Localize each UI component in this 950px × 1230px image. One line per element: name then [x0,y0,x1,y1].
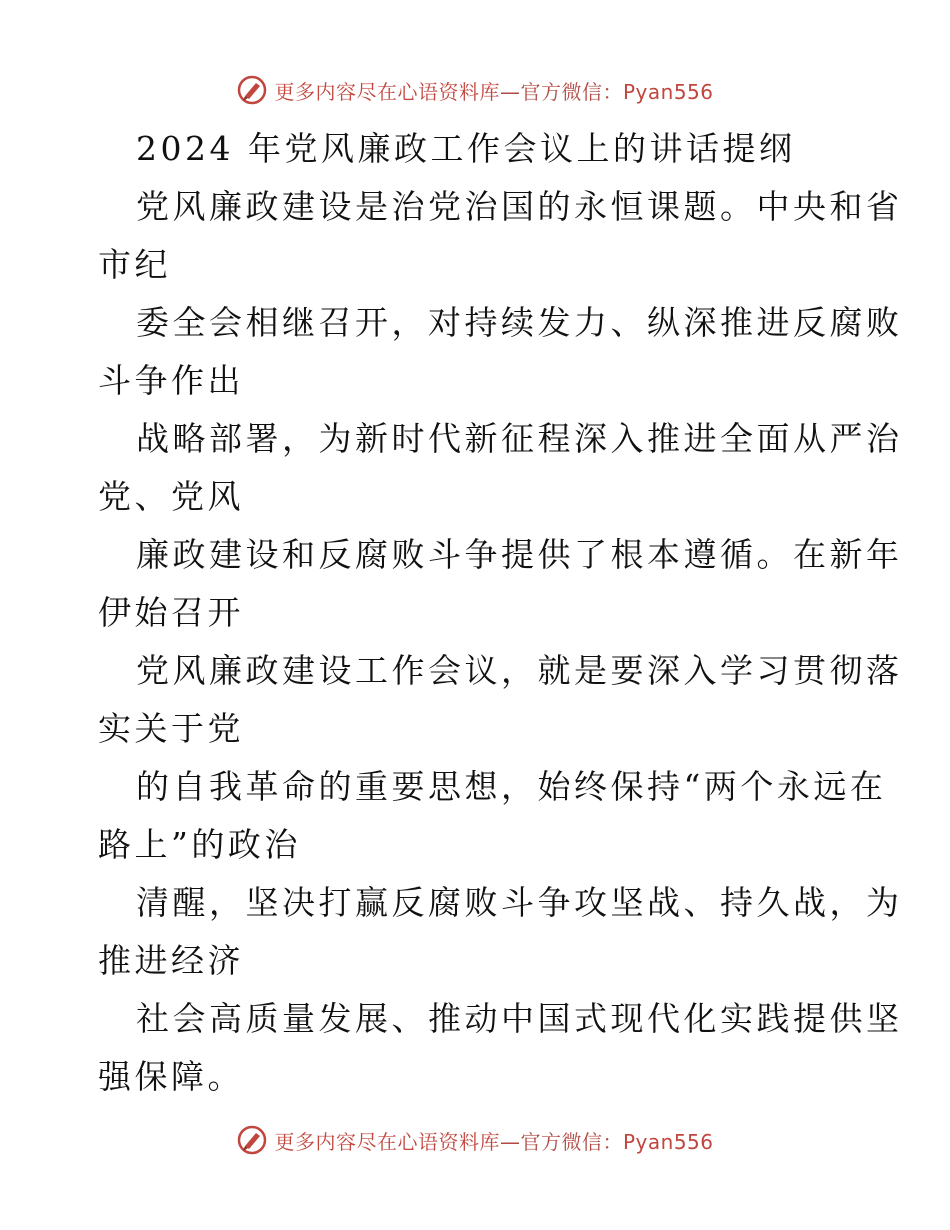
document-line: 的自我革命的重要思想，始终保持“两个永远在 [136,767,887,806]
document-line: 实关于党 [98,709,244,748]
watermark-label: 官方微信： [520,79,623,104]
pen-logo-icon [236,74,268,106]
document-line: 社会高质量发展、推动中国式现代化实践提供坚 [136,999,903,1038]
document-line: 清醒，坚决打赢反腐败斗争攻坚战、持久战，为 [136,883,903,922]
document-line: 党风廉政建设是治党治国的永恒课题。中央和省 [136,187,903,226]
watermark-text [274,1126,713,1155]
watermark-text [274,76,713,105]
watermark-id: Pyan556 [622,1129,714,1154]
footer-watermark [0,1120,950,1160]
header-watermark [0,70,950,110]
document-line: 廉政建设和反腐败斗争提供了根本遵循。在新年 [136,535,903,574]
watermark-dash: — [499,79,521,104]
document-line: 斗争作出 [98,361,244,400]
watermark-id: Pyan556 [622,79,714,104]
document-line: 战略部署，为新时代新征程深入推进全面从严治 [136,419,903,458]
document-line: 党风廉政建设工作会议，就是要深入学习贯彻落 [136,651,903,690]
document-title: 2024 年党风廉政工作会议上的讲话提纲 [136,129,796,168]
watermark-main: 更多内容尽在心语资料库 [274,1129,500,1154]
document-line: 伊始召开 [98,593,244,632]
pen-logo-icon [236,1124,268,1156]
watermark-main: 更多内容尽在心语资料库 [274,79,500,104]
watermark-dash: — [499,1129,521,1154]
document-line: 路上”的政治 [98,825,301,864]
watermark-label: 官方微信： [520,1129,623,1154]
document-line: 市纪 [98,245,171,284]
document-body [98,120,903,1106]
document-line: 推进经济 [98,941,244,980]
document-line: 强保障。 [98,1057,244,1096]
document-line: 党、党风 [98,477,244,516]
document-line: 委全会相继召开，对持续发力、纵深推进反腐败 [136,303,903,342]
